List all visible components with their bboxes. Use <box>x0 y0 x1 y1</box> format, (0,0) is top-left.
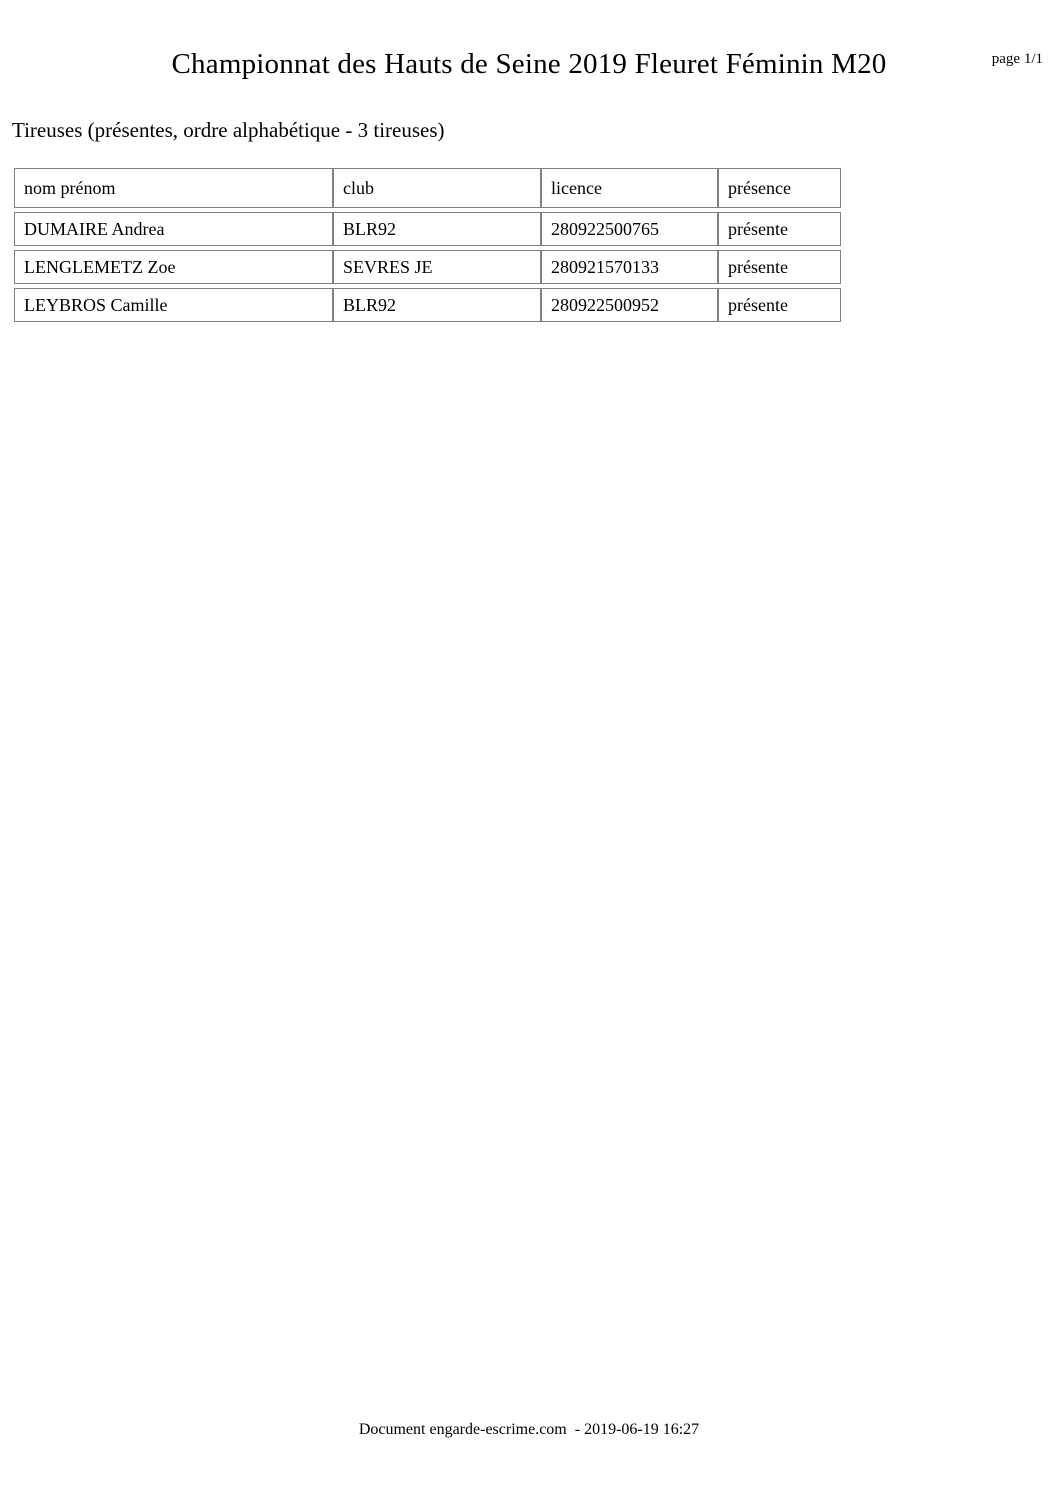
page-number: page 1/1 <box>991 51 1043 67</box>
cell-licence: 280922500765 <box>541 212 718 246</box>
table-row <box>14 250 841 284</box>
cell-nom-prenom: LEYBROS Camille <box>14 288 333 322</box>
document-footer: Document engarde-escrime.com - 2019-06-19 16:27 <box>358 1421 700 1438</box>
section-heading: Tireuses (présentes, ordre alphabétique - 3 tireuses) <box>12 118 445 142</box>
column-header-club: club <box>333 168 541 208</box>
document-header <box>0 0 1058 81</box>
cell-nom-prenom: LENGLEMETZ Zoe <box>14 250 333 284</box>
table-row <box>14 212 841 246</box>
column-header-presence: présence <box>718 168 841 208</box>
table-header-row <box>14 168 841 208</box>
cell-nom-prenom: DUMAIRE Andrea <box>14 212 333 246</box>
column-header-licence: licence <box>541 168 718 208</box>
cell-club: SEVRES JE <box>333 250 541 284</box>
cell-presence: présente <box>718 288 841 322</box>
cell-presence: présente <box>718 250 841 284</box>
table-row <box>14 288 841 322</box>
cell-presence: présente <box>718 212 841 246</box>
page-title: Championnat des Hauts de Seine 2019 Fleuret Féminin M20 <box>171 48 887 80</box>
cell-licence: 280922500952 <box>541 288 718 322</box>
cell-club: BLR92 <box>333 288 541 322</box>
roster-table <box>14 168 841 322</box>
column-header-nom-prenom: nom prénom <box>14 168 333 208</box>
cell-licence: 280921570133 <box>541 250 718 284</box>
cell-club: BLR92 <box>333 212 541 246</box>
